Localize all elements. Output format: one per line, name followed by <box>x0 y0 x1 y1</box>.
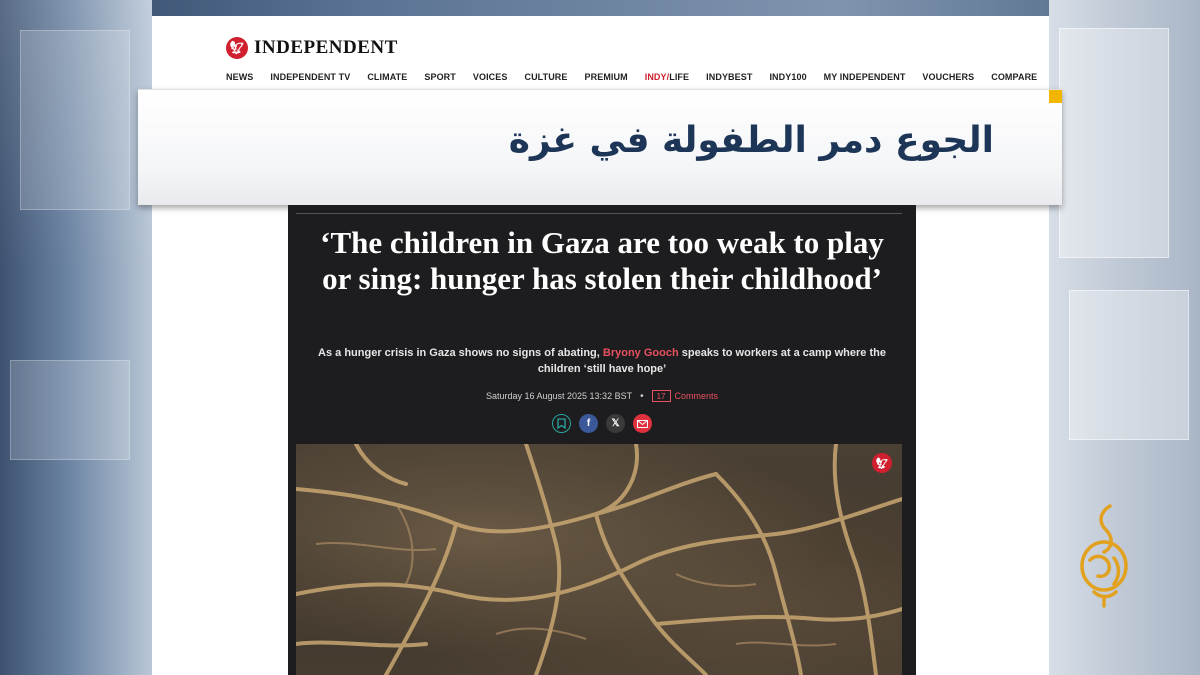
banner-accent <box>1049 90 1062 103</box>
meta-separator: • <box>640 390 644 402</box>
article-divider <box>296 213 902 214</box>
share-buttons <box>288 414 916 434</box>
email-icon[interactable] <box>633 414 652 433</box>
article-meta <box>288 389 916 403</box>
studio-panel <box>20 30 130 210</box>
nav-item-independent-tv[interactable]: INDEPENDENT TV <box>270 72 351 82</box>
eagle-logo-icon: 🦅︎ <box>226 37 248 59</box>
eagle-logo-icon: 🦅︎ <box>872 453 892 473</box>
nav-item-compare[interactable]: COMPARE <box>991 72 1038 82</box>
banner-title: الجوع دمر الطفولة في غزة <box>508 120 994 161</box>
studio-panel <box>1069 290 1189 440</box>
comment-count-badge[interactable]: 17 <box>652 390 671 402</box>
studio-panel <box>1059 28 1169 258</box>
facebook-icon[interactable]: f <box>579 414 598 433</box>
hero-image-aerial-camp <box>296 444 902 675</box>
article-card <box>288 205 916 675</box>
masthead[interactable] <box>226 36 398 60</box>
studio-background-top <box>0 0 1200 16</box>
aerial-paths-illustration <box>296 444 902 675</box>
nav-item-climate[interactable]: CLIMATE <box>367 72 408 82</box>
brand-name: INDEPENDENT <box>254 37 398 58</box>
nav-item-indy-life[interactable] <box>645 72 689 86</box>
x-icon[interactable]: 𝕏 <box>606 414 625 433</box>
channel-logo-icon <box>1070 500 1140 610</box>
nav-item-my-independent[interactable]: MY INDEPENDENT <box>823 72 906 82</box>
nav-item-news[interactable]: NEWS <box>226 72 254 82</box>
nav-item-vouchers[interactable]: VOUCHERS <box>922 72 975 82</box>
article-headline: ‘The children in Gaza are too weak to play or sing: hunger has stolen their childhood’ <box>320 225 884 296</box>
nav-item-voices[interactable]: VOICES <box>472 72 508 82</box>
nav-item-culture[interactable]: CULTURE <box>524 72 568 82</box>
author-link[interactable]: Bryony Gooch <box>602 347 679 359</box>
nav-item-life-suffix: LIFE <box>669 72 690 82</box>
studio-background-left <box>0 0 152 675</box>
headline-banner <box>138 89 1062 205</box>
nav-item-premium[interactable]: PREMIUM <box>584 72 628 82</box>
article-standfirst <box>298 345 906 377</box>
standfirst-text-end: speaks to workers at a camp where the children ‘still have hope’ <box>537 347 886 375</box>
bookmark-icon[interactable] <box>552 414 571 433</box>
nav-item-indybest[interactable]: INDYBEST <box>706 72 753 82</box>
studio-panel <box>10 360 130 460</box>
comments-link[interactable]: Comments <box>674 391 719 401</box>
main-nav <box>226 72 1054 86</box>
nav-item-sport[interactable]: SPORT <box>424 72 456 82</box>
nav-item-indy-prefix: INDY/ <box>644 72 670 82</box>
standfirst-text-start: As a hunger crisis in Gaza shows no signs of abating, <box>318 347 603 359</box>
publish-date: Saturday 16 August 2025 13:32 BST <box>485 391 633 401</box>
nav-item-indy100[interactable]: INDY100 <box>769 72 807 82</box>
